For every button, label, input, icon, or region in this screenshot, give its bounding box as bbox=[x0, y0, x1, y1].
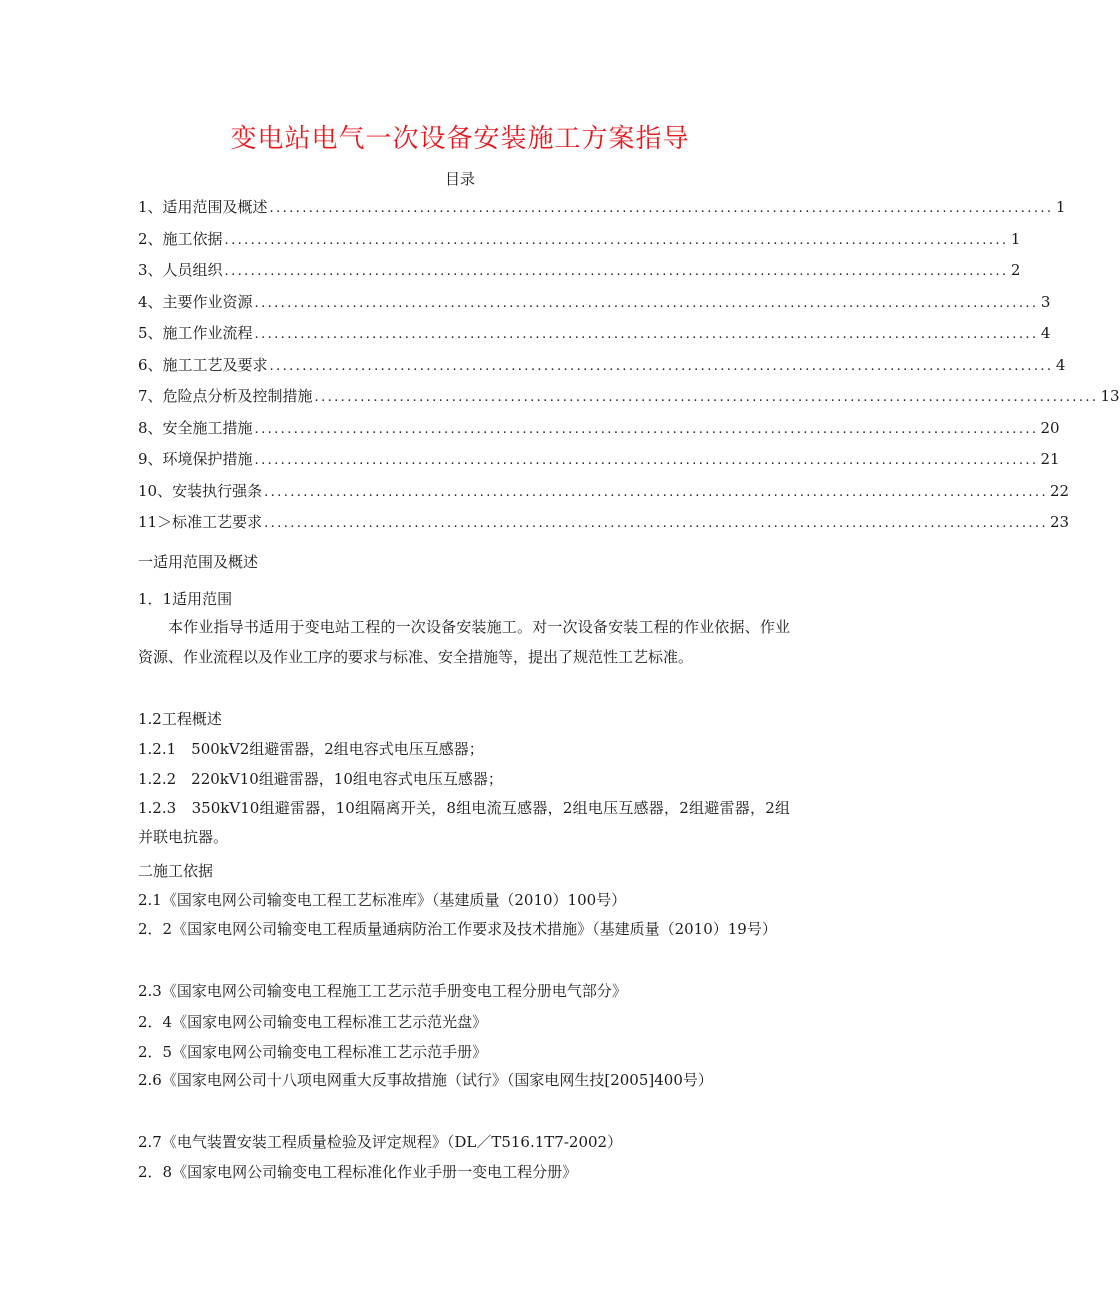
toc-entry-page: 4 bbox=[1040, 324, 1051, 342]
document-title: 变电站电气一次设备安装施工方案指导 bbox=[230, 124, 690, 154]
subsection-1-1-paragraph: 本作业指导书适用于变电站工程的一次设备安装施工。对一次设备安装工程的作业依据、作业资源、作业流程以及作业工序的要求与标准、安全措施等，提出了规范性工艺标准。 bbox=[138, 618, 790, 666]
subsection-1-2-heading: 1.2工程概述 bbox=[138, 710, 222, 728]
basis-item: 2．2《国家电网公司输变电工程质量通病防治工作要求及技术措施》（基建质量（2010）19号） bbox=[138, 920, 777, 938]
toc-entry-page: 1 bbox=[1010, 229, 1021, 248]
toc-entry[interactable] bbox=[138, 448, 1060, 480]
toc-entry[interactable] bbox=[138, 228, 1021, 260]
toc-entry-page: 2 bbox=[1010, 261, 1021, 279]
toc-leader-dots: ........................................................................................................................ bbox=[254, 327, 1039, 342]
toc-heading: 目录 bbox=[444, 170, 475, 188]
toc-entry-label: 11＞标准工艺要求 bbox=[138, 513, 263, 531]
basis-item: 2．4《国家电网公司输变电工程标准工艺示范光盘》 bbox=[138, 1013, 488, 1031]
basis-item: 2.3《国家电网公司输变电工程施工工艺示范手册变电工程分册电气部分》 bbox=[138, 982, 627, 1000]
toc-leader-dots: ........................................................................................................................ bbox=[269, 201, 1054, 216]
toc-entry-label: 8、安全施工措施 bbox=[138, 418, 253, 437]
toc-leader-dots: ........................................................................................................................ bbox=[314, 390, 1099, 405]
toc-entry[interactable] bbox=[138, 291, 1051, 323]
toc-entry-page: 21 bbox=[1040, 450, 1060, 468]
toc-entry-page: 1 bbox=[1055, 198, 1066, 216]
toc-entry[interactable] bbox=[138, 480, 1070, 512]
basis-item: 2．5《国家电网公司输变电工程标准工艺示范手册》 bbox=[138, 1043, 488, 1061]
toc-entry[interactable] bbox=[138, 511, 1070, 543]
overview-item: 1.2.3 350kV10组避雷器，10组隔离开关，8组电流互感器，2组电压互感器，2组避雷器，2组并联电抗器。 bbox=[138, 799, 790, 846]
toc-entry-label: 1、适用范围及概述 bbox=[138, 198, 268, 216]
toc-entry-label: 5、施工作业流程 bbox=[138, 324, 253, 342]
basis-item: 2.6《国家电网公司十八项电网重大反事故措施（试行》（国家电网生技[2005]400号） bbox=[138, 1071, 713, 1089]
toc-entry-label: 6、施工工艺及要求 bbox=[138, 355, 268, 374]
toc-entry-label: 9、环境保护措施 bbox=[138, 450, 253, 468]
toc-entry[interactable] bbox=[138, 385, 1120, 417]
toc-entry-label: 2、施工依据 bbox=[138, 229, 223, 248]
subsection-1-1-heading: 1．1适用范围 bbox=[138, 590, 233, 608]
toc-leader-dots: ........................................................................................................................ bbox=[224, 264, 1009, 279]
toc-entry[interactable] bbox=[138, 259, 1021, 291]
toc-entry-page: 3 bbox=[1040, 292, 1051, 311]
toc-entry-label: 3、人员组织 bbox=[138, 261, 223, 279]
toc-entry-page: 22 bbox=[1049, 481, 1070, 500]
toc-entry[interactable] bbox=[138, 417, 1060, 449]
toc-entry-label: 4、主要作业资源 bbox=[138, 292, 253, 311]
toc-leader-dots: ........................................................................................................................ bbox=[254, 295, 1039, 311]
section-1-heading: 一适用范围及概述 bbox=[138, 553, 259, 571]
overview-item: 1.2.1 500kV2组避雷器，2组电容式电压互感器； bbox=[138, 740, 484, 758]
basis-item: 2.7《电气装置安装工程质量检验及评定规程》（DL／T516.1T7-2002） bbox=[138, 1133, 623, 1151]
basis-item: 2.1《国家电网公司输变电工程工艺标准库》（基建质量（2010）100号） bbox=[138, 891, 627, 909]
toc-leader-dots: ........................................................................................................................ bbox=[264, 484, 1048, 500]
toc-entry[interactable] bbox=[138, 354, 1066, 386]
toc-entry-label: 7、危险点分析及控制措施 bbox=[138, 387, 313, 405]
basis-item: 2．8《国家电网公司输变电工程标准化作业手册一变电工程分册》 bbox=[138, 1163, 578, 1181]
toc-entry-page: 4 bbox=[1055, 355, 1066, 374]
toc-entry-page: 20 bbox=[1040, 418, 1060, 437]
toc-entry-page: 23 bbox=[1049, 513, 1070, 531]
overview-item: 1.2.2 220kV10组避雷器，10组电容式电压互感器； bbox=[138, 770, 503, 788]
section-2-heading: 二施工依据 bbox=[138, 862, 214, 880]
toc-leader-dots: ........................................................................................................................ bbox=[254, 421, 1039, 437]
table-of-contents bbox=[138, 196, 1120, 543]
toc-leader-dots: ........................................................................................................................ bbox=[269, 358, 1054, 374]
toc-leader-dots: ........................................................................................................................ bbox=[264, 516, 1048, 531]
toc-entry-label: 10、安装执行强条 bbox=[138, 481, 263, 500]
toc-leader-dots: ........................................................................................................................ bbox=[254, 453, 1039, 468]
toc-entry-page: 13 bbox=[1100, 387, 1120, 405]
toc-leader-dots: ........................................................................................................................ bbox=[224, 232, 1009, 248]
toc-entry[interactable] bbox=[138, 322, 1051, 354]
toc-entry[interactable] bbox=[138, 196, 1066, 228]
